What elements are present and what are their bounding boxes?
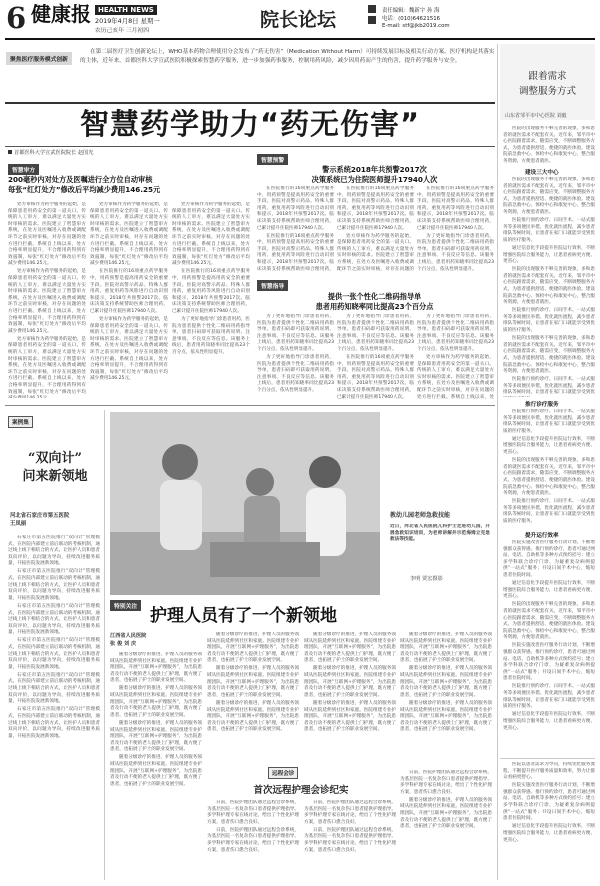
case-section-tag: 案例集 <box>8 416 33 428</box>
sidebar-body-1: 医院的出现服务不够完善的现象，多和患者的就医需求不配套有关。近年来，邹平市中心医院跟着需求，随需应变，不断调整服务方式，为患者提供舒适、便捷的就医体验。建设院前急救中心、体检中心和康复中心，整合服务资源，方便患者就医。 <box>503 126 595 164</box>
article3-subhead: 提供一张个性化二维码指导单 患者用药知晓率同比提高23个百分点 <box>315 292 434 311</box>
article3-col2: 为了更好地指导门诊患者用药，医院为患者提供个性化二维码用药指导单，患者扫码即可获取用药说明、注意事项、不良反应等信息。该服务上线后，患者用药知晓率同比提高23个百分点，依从性明显提升。 在医院推行的16项重点药学服务中，用药预警是提高用药安全的重要手段。医院对高警示药品、特殊人群用药、重复用药等风险进行自动识别和提示，2018年共预警2017次。临床决策支持系统帮助医师合理用药，已累计提升住院医师17940人次。 <box>337 314 414 400</box>
main-headline: 智慧药学助力“药无伤害” <box>79 107 421 141</box>
nursing-col4: 随着分级诊疗的推进，护理人员的服务领域从医院延伸到社区和家庭。医院组建专业护理团队，开展“互联网+护理服务”，为出院患者及行动不便的老人提供上门护理，既方便了患者，也拓展了护士的职业发展空间。 随着分级诊疗的推进，护理人员的服务领域从医院延伸到社区和家庭。医院组建专业护理团队，开展“互联网+护理服务”，为出院患者及行动不便的老人提供上门护理，既方便了患者，也拓展了护士的职业发展空间。 随着分级诊疗的推进，护理人员的服务领域从医院延伸到社区和家庭。医院组建专业护理团队，开展“互联网+护理服务”，为出院患者及行动不便的老人提供上门护理，既方便了患者，也拓展了护士的职业发展空间。 <box>400 632 492 733</box>
article1-col1: 处方审核作为药学服务的起始，是保障患者用药安全的第一道关口。传统的人工审方，难以满足大量处方实时审核的需求。医院建立了智慧审方系统，在处方及医嘱进入收费或调配环节之前实时审核，对存在问题的处方进行拦截。系统自上线以来，处方合格率明显提升，不合理用药得到有效遏制，每张“红灯处方”修改后平均减少费用146.25元。 处方审核作为药学服务的起始，是保障患者用药安全的第一道关口。传统的人工审方，难以满足大量处方实时审核的需求。医院建立了智慧审方系统，在处方及医嘱进入收费或调配环节之前实时审核，对存在问题的处方进行拦截。系统自上线以来，处方合格率明显提升，不合理用药得到有效遏制，每张“红灯处方”修改后平均减少费用146.25元。 处方审核作为药学服务的起始，是保障患者用药安全的第一道关口。传统的人工审方，难以满足大量处方实时审核的需求。医院建立了智慧审方系统，在处方及医嘱进入收费或调配环节之前实时审核，对存在问题的处方进行拦截。系统自上线以来，处方合格率明显提升，不合理用药得到有效遏制，每张“红灯处方”修改后平均 <box>8 202 86 395</box>
issue-lunar-date: 农历己亥年 三月初四 <box>95 28 150 34</box>
editor-line: 责任编辑：魏新宇 孙 海 <box>382 8 440 14</box>
sidebar-byline: 山东省邹平市中心医院 刘毅 <box>505 113 567 119</box>
topic-intro: 在第二届医疗卫生创新论坛上，WHO基本药物合理使用分会发布了“药无伤害”（Medication Without Harm）可持续发展目标及相关行动方案。医疗机构是其落实的主体，近年来，首都医科大学宣武医院积极探索智慧药学服务，进一步加强药事服务，控制用药风险，减少因用药而产生的伤害，提升药学服务与安全。 <box>80 49 495 64</box>
article1-col3: 处方审核作为药学服务的起始，是保障患者用药安全的第一道关口。传统的人工审方，难以满足大量处方实时审核的需求。医院建立了智慧审方系统，在处方及医嘱进入收费或调配环节之前实时审核，对存在问题的处方进行拦截。系统自上线以来，处方合格率明显提升，不合理用药得到有效遏制，每张“红灯处方”修改后平均减少费用146.25元。 在医院推行的16项重点药学服务中，用药预警是提高用药安全的重要手段。医院对高警示药品、特殊人群用药、重复用药等风险进行自动识别和提示，2018年共预警2017次。临床决策支持系统帮助医师合理用药，已累计提升住院医师17940人次。 为了更好地指导门诊患者用药，医院为患者提供个性化二维码用药指导单，患者扫码即可获取用药说明、注意事项、不良反应等信息。该服务上线后，患者用药知晓率同比提高23个百分点，依从性明显提升。 <box>172 202 250 356</box>
article1-subhead: 200毫秒内对处方及医嘱进行全方位自动审核 每张“红灯处方”修改后平均减少费用146.25元 <box>8 175 161 194</box>
remote-consult-tag: 远程会诊 <box>268 767 298 779</box>
square-bullet-icon <box>8 150 12 154</box>
column-title: 院长论坛 <box>260 9 337 31</box>
nursing-photo <box>110 412 380 595</box>
sidebar-title-line2: 调整服务方式 <box>518 86 576 97</box>
nursing-headline: 护理人员有了一个新领地 <box>150 606 337 626</box>
phone-line: 电话：(010)64621516 <box>382 16 441 22</box>
case-body: 石家庄市第五医院推行“双向计”管理模式，在医院内部建立前后联动的考核机制，通过线上线下相结合的方式，让医护人员和患者双向评价，以问题为导向，持续改进服务质量，开拓医院发展新领地。 石家庄市第五医院推行“双向计”管理模式，在医院内部建立前后联动的考核机制，通过线上线下相结合的方式，让医护人员和患者双向评价，以问题为导向，持续改进服务质量，开拓医院发展新领地。 石家庄市第五医院推行“双向计”管理模式，在医院内部建立前后联动的考核机制，通过线上线下相结合的方式，让医护人员和患者双向评价，以问题为导向，持续改进服务质量，开拓医院发展新领地。 石家庄市第五医院推行“双向计”管理模式，在医院内部建立前后联动的考核机制，通过线上线下相结合的方式，让医护人员和患者双向评价，以问题为导向，持续改进服务质量，开拓医院发展新领地。 石家庄市第五医院推行“双向计”管理模式，在医院内部建立前后联动的考核机制，通过线上线下相结合的方式，让医护人员和患者双向评价，以问题为导向，持续改进服务质量，开拓医院发展新领地。 石家庄市第五医院推行“双向计”管理模式，在医院内部建立前后联动的考核机制，通过线上线下相结合的方式，让医护人员和患者双向评价，以问题为导向，持续改进服务质量，开拓医院发展新领地。 <box>8 535 100 739</box>
headline-rule-bottom <box>5 146 495 147</box>
photo-caption-title: 教幼儿园老师急救技能 <box>390 512 451 519</box>
remote-col1: 日前，医院护理团队通过远程会诊系统，为基层医院一名复杂伤口患者提供护理指导。多学科护理专家在线讨论，给出了个性化护理方案，患者伤口愈合良好。 日前，医院护理团队通过远程会诊系统，为基层医院一名复杂伤口患者提供护理指导。多学科护理专家在线讨论，给出了个性化护理方案，患者伤口愈合良好。 <box>207 800 299 853</box>
sidebar-kicker-3: 提升运行效率 <box>525 533 559 539</box>
square-bullet-icon <box>368 5 376 13</box>
photo-credit: 李明 贾宏摄影 <box>410 576 443 582</box>
nursing-source: 江西省人民医院 张 俊 刘 庆 <box>110 633 147 647</box>
main-article-source: 首都医科大学宣武医院院长 赵国光 <box>8 149 93 156</box>
section-tag-smart-guidance: 智慧指导 <box>257 280 288 291</box>
square-bullet-icon <box>368 16 376 24</box>
newspaper-name: 健康报 <box>31 2 91 26</box>
photo-placeholder-graphic <box>110 412 380 595</box>
sidebar-body-3: 医院推行预约诊疗、日间手术、一站式服务等多项便民举措，优化就医流程，减少患者排队等候时间，让患者在家门口就能享受到优质的医疗服务。 通过信息化手段提升医院运行效率，不断增强医院综合服务能力，让患者看病更方便、更省心。 医院的出现服务不够完善的现象，多和患者的就医需求不配套有关。近年来，邹平市中心医院跟着需求，随需应变，不断调整服务方式，为患者提供舒适、便捷的就医体验。建设院前急救中心、体检中心和康复中心，整合服务资源，方便患者就医。 医院推行预约诊疗、日间手术、一站式服务等多项便民举措，优化就医流程，减少患者排队等候时间，让患者在家门口就能享受到优质的医疗服务。 <box>503 409 595 524</box>
remote-consult-title: 首次远程护理会诊纪实 <box>253 785 349 796</box>
case-divider <box>104 410 105 880</box>
nursing-col3: 随着分级诊疗的推进，护理人员的服务领域从医院延伸到社区和家庭。医院组建专业护理团队，开展“互联网+护理服务”，为出院患者及行动不便的老人提供上门护理，既方便了患者，也拓展了护士的职业发展空间。 随着分级诊疗的推进，护理人员的服务领域从医院延伸到社区和家庭。医院组建专业护理团队，开展“互联网+护理服务”，为出院患者及行动不便的老人提供上门护理，既方便了患者，也拓展了护士的职业发展空间。 随着分级诊疗的推进，护理人员的服务领域从医院延伸到社区和家庭。医院组建专业护理团队，开展“互联网+护理服务”，为出院患者及行动不便的老人提供上门护理，既方便了患者，也拓展了护士的职业发展空间。 <box>304 632 396 733</box>
page-number: 6 <box>6 1 27 35</box>
photo-caption-note: 近日，河北省人民医院儿科护士走进幼儿园，开展急救知识培训，为老师讲解并示范海姆立克急救法等技能。 <box>390 524 490 543</box>
case-quote-title: “双向计” 问来新领地 <box>22 451 88 484</box>
sidebar-body-5: 医院以患者需求为导向，持续优化服务流程，不断提升医疗服务质量和效率，努力让群众看病更舒心。 医院实施改善医疗服务行动计划，不断增强群众获得感。推行预约诊疗，患者可通过网站、电话、自助机等多种方式预约挂号；建立多学科联合诊疗门诊，为疑难复杂病例提供“一站式”服务；开设日间手术中心，缩短患者住院时间。 通过信息化手段提升医院运行效率，不断增强医院综合服务能力，让患者看病更方便、更省心。 <box>503 762 595 843</box>
email-line: E-mail: stf@jkb2019.com <box>382 23 450 29</box>
nursing-col1: 随着分级诊疗的推进，护理人员的服务领域从医院延伸到社区和家庭。医院组建专业护理团队，开展“互联网+护理服务”，为出院患者及行动不便的老人提供上门护理，既方便了患者，也拓展了护士的职业发展空间。 随着分级诊疗的推进，护理人员的服务领域从医院延伸到社区和家庭。医院组建专业护理团队，开展“互联网+护理服务”，为出院患者及行动不便的老人提供上门护理，既方便了患者，也拓展了护士的职业发展空间。 随着分级诊疗的推进，护理人员的服务领域从医院延伸到社区和家庭。医院组建专业护理团队，开展“互联网+护理服务”，为出院患者及行动不便的老人提供上门护理，既方便了患者，也拓展了护士的职业发展空间。 随着分级诊疗的推进，护理人员的服务领域从医院延伸到社区和家庭。医院组建专业护理团队，开展“互联网+护理服务”，为出院患者及行动不便的老人提供上门护理，既方便了患者，也拓展了护士的职业发展空间。 <box>110 652 202 787</box>
article1-col2: 处方审核作为药学服务的起始，是保障患者用药安全的第一道关口。传统的人工审方，难以满足大量处方实时审核的需求。医院建立了智慧审方系统，在处方及医嘱进入收费或调配环节之前实时审核，对存在问题的处方进行拦截。系统自上线以来，处方合格率明显提升，不合理用药得到有效遏制，每张“红灯处方”修改后平均减少费用146.25元。 在医院推行的16项重点药学服务中，用药预警是提高用药安全的重要手段。医院对高警示药品、特殊人群用药、重复用药等风险进行自动识别和提示，2018年共预警2017次。临床决策支持系统帮助医师合理用药，已累计提升住院医师17940人次。 处方审核作为药学服务的起始，是保障患者用药安全的第一道关口。传统的人工审方，难以满足大量处方实时审核的需求。医院建立了智慧审方系统，在处方及医嘱进入收费或调配环节之前实时审核，对存在问题的处方进行拦截。系统自上线以来，处方合格率明显提升，不合理用药得到有效遏制，每张“红灯处方”修改后平均减少费用146.25元。 <box>90 202 168 382</box>
topic-tag: 聚焦医疗服务模式创新 <box>6 52 72 65</box>
article3-col1: 为了更好地指导门诊患者用药，医院为患者提供个性化二维码用药指导单，患者扫码即可获取用药说明、注意事项、不良反应等信息。该服务上线后，患者用药知晓率同比提高23个百分点，依从性明显提升。 为了更好地指导门诊患者用药，医院为患者提供个性化二维码用药指导单，患者扫码即可获取用药说明、注意事项、不良反应等信息。该服务上线后，患者用药知晓率同比提高23个百分点，依从性明显提升。 <box>257 314 334 394</box>
sidebar-body-2: 医院的出现服务不够完善的现象，多和患者的就医需求不配套有关。近年来，邹平市中心医院跟着需求，随需应变，不断调整服务方式，为患者提供舒适、便捷的就医体验。建设院前急救中心、体检中心和康复中心，整合服务资源，方便患者就医。 医院推行预约诊疗、日间手术、一站式服务等多项便民举措，优化就医流程，减少患者排队等候时间，让患者在家门口就能享受到优质的医疗服务。 通过信息化手段提升医院运行效率，不断增强医院综合服务能力，让患者看病更方便、更省心。 医院的出现服务不够完善的现象，多和患者的就医需求不配套有关。近年来，邹平市中心医院跟着需求，随需应变，不断调整服务方式，为患者提供舒适、便捷的就医体验。建设院前急救中心、体检中心和康复中心，整合服务资源，方便患者就医。 医院推行预约诊疗、日间手术、一站式服务等多项便民举措，优化就医流程，减少患者排队等候时间，让患者在家门口就能享受到优质的医疗服务。 医院的出现服务不够完善的现象，多和患者的就医需求不配套有关。近年来，邹平市中心医院跟着需求，随需应变，不断调整服务方式，为患者提供舒适、便捷的就医体验。建设院前急救中心、体检中心和康复中心，整合服务资源，方便患者就医。 医院推行预约诊疗、日间手术、一站式服务等多项便民举措，优化就医流程，减少患者排队等候时间，让患者在家门口就能享受到优 <box>503 177 595 396</box>
case-source: 河北省石家庄市第五医院 王凤丽 <box>10 513 70 527</box>
sidebar-body-4: 医院实施改善医疗服务行动计划，不断增强群众获得感。推行预约诊疗，患者可通过网站、电话、自助机等多种方式预约挂号；建立多学科联合诊疗门诊，为疑难复杂病例提供“一站式”服务；开设日间手术中心，缩短患者住院时间。 通过信息化手段提升医院运行效率，不断增强医院综合服务能力，让患者看病更方便、更省心。 医院的出现服务不够完善的现象，多和患者的就医需求不配套有关。近年来，邹平市中心医院跟着需求，随需应变，不断调整服务方式，为患者提供舒适、便捷的就医体验。建设院前急救中心、体检中心和康复中心，整合服务资源，方便患者就医。 医院实施改善医疗服务行动计划，不断增强群众获得感。推行预约诊疗，患者可通过网站、电话、自助机等多种方式预约挂号；建立多学科联合诊疗门诊，为疑难复杂病例提供“一站式”服务；开设日间手术中心，缩短患者住院时间。 医院推行预约诊疗、日间手术、一站式服务等多项便民举措，优化就医流程，减少患者排队等候时间，让患者在家门口就能享受到优质的医疗服务。 通过信息化手段提升医院运行效率，不断增强医院综合服务能力，让患者看病更方便、更省心。 <box>503 540 595 731</box>
sidebar-kicker-2: 推行诊疗服务 <box>525 402 559 408</box>
section-tag-smart-warning: 智慧预警 <box>257 154 288 165</box>
issue-date: 2019年4月8日 星期一 <box>95 17 160 25</box>
sidebar-divider <box>497 44 498 880</box>
article3-col3: 为了更好地指导门诊患者用药，医院为患者提供个性化二维码用药指导单，患者扫码即可获取用药说明、注意事项、不良反应等信息。该服务上线后，患者用药知晓率同比提高23个百分点，依从性明显提升。 处方审核作为药学服务的起始，是保障患者用药安全的第一道关口。传统的人工审方，难以满足大量处方实时审核的需求。医院建立了智慧审方系统，在处方及医嘱进入收费或调配环节之前实时审核，对存在问题的处方进行拦截。系统自上线以来，处 <box>417 314 494 400</box>
article2-subhead: 警示系统2018年共预警2017次 决策系统已为住院医师提升17940人次 <box>311 165 438 184</box>
special-focus-tag: 特别关注 <box>110 600 141 611</box>
masthead-rule <box>5 38 595 40</box>
article2-col2: 在医院推行的16项重点药学服务中，用药预警是提高用药安全的重要手段。医院对高警示药品、特殊人群用药、重复用药等风险进行自动识别和提示，2018年共预警2017次。临床决策支持系统帮助医师合理用药，已累计提升住院医师17940人次。 处方审核作为药学服务的起始，是保障患者用药安全的第一道关口。传统的人工审方，难以满足大量处方实时审核的需求。医院建立了智慧审方系统，在处方及医嘱进入收费或调配环节之前实时审核，对存在问题的 <box>337 186 414 272</box>
nursing-col2: 随着分级诊疗的推进，护理人员的服务领域从医院延伸到社区和家庭。医院组建专业护理团队，开展“互联网+护理服务”，为出院患者及行动不便的老人提供上门护理，既方便了患者，也拓展了护士的职业发展空间。 随着分级诊疗的推进，护理人员的服务领域从医院延伸到社区和家庭。医院组建专业护理团队，开展“互联网+护理服务”，为出院患者及行动不便的老人提供上门护理，既方便了患者，也拓展了护士的职业发展空间。 随着分级诊疗的推进，护理人员的服务领域从医院延伸到社区和家庭。医院组建专业护理团队，开展“互联网+护理服务”，为出院患者及行动不便的老人提供上门护理，既方便了患者，也拓展了护士的职业发展空间。 <box>207 632 299 733</box>
remote-col2: 日前，医院护理团队通过远程会诊系统，为基层医院一名复杂伤口患者提供护理指导。多学科护理专家在线讨论，给出了个性化护理方案，患者伤口愈合良好。 日前，医院护理团队通过远程会诊系统，为基层医院一名复杂伤口患者提供护理指导。多学科护理专家在线讨论，给出了个性化护理方案，患者伤口愈合良好。 <box>304 800 396 853</box>
masthead <box>0 0 600 42</box>
newspaper-name-en: HEALTH NEWS <box>95 5 157 15</box>
section-divider <box>5 405 495 406</box>
sidebar-title-line1: 跟着需求 <box>528 71 567 82</box>
section-tag-smart-review: 智慧审方 <box>8 164 39 175</box>
sidebar-separator <box>500 758 595 759</box>
sidebar-kicker-1: 建设三大中心 <box>525 170 559 176</box>
article2-col3: 在医院推行的16项重点药学服务中，用药预警是提高用药安全的重要手段。医院对高警示药品、特殊人群用药、重复用药等风险进行自动识别和提示，2018年共预警2017次。临床决策支持系统帮助医师合理用药，已累计提升住院医师17940人次。 为了更好地指导门诊患者用药，医院为患者提供个性化二维码用药指导单，患者扫码即可获取用药说明、注意事项、不良反应等信息。该服务上线后，患者用药知晓率同比提高23个百分点，依从性明显提升。 <box>417 186 494 272</box>
article2-col1: 在医院推行的16项重点药学服务中，用药预警是提高用药安全的重要手段。医院对高警示药品、特殊人群用药、重复用药等风险进行自动识别和提示，2018年共预警2017次。临床决策支持系统帮助医师合理用药，已累计提升住院医师17940人次。 在医院推行的16项重点药学服务中，用药预警是提高用药安全的重要手段。医院对高警示药品、特殊人群用药、重复用药等风险进行自动识别和提示，2018年共预警2017次。临床决策支持系统帮助医师合理用药， <box>257 186 334 272</box>
remote-col3: 日前，医院护理团队通过远程会诊系统，为基层医院一名复杂伤口患者提供护理指导。多学科护理专家在线讨论，给出了个性化护理方案，患者伤口愈合良好。 随着分级诊疗的推进，护理人员的服务领域从医院延伸到社区和家庭。医院组建专业护理团队，开展“互联网+护理服务”，为出院患者及行动不便的老人提供上门护理，既方便了患者，也拓展了护士的职业发展空间。 <box>400 770 492 830</box>
